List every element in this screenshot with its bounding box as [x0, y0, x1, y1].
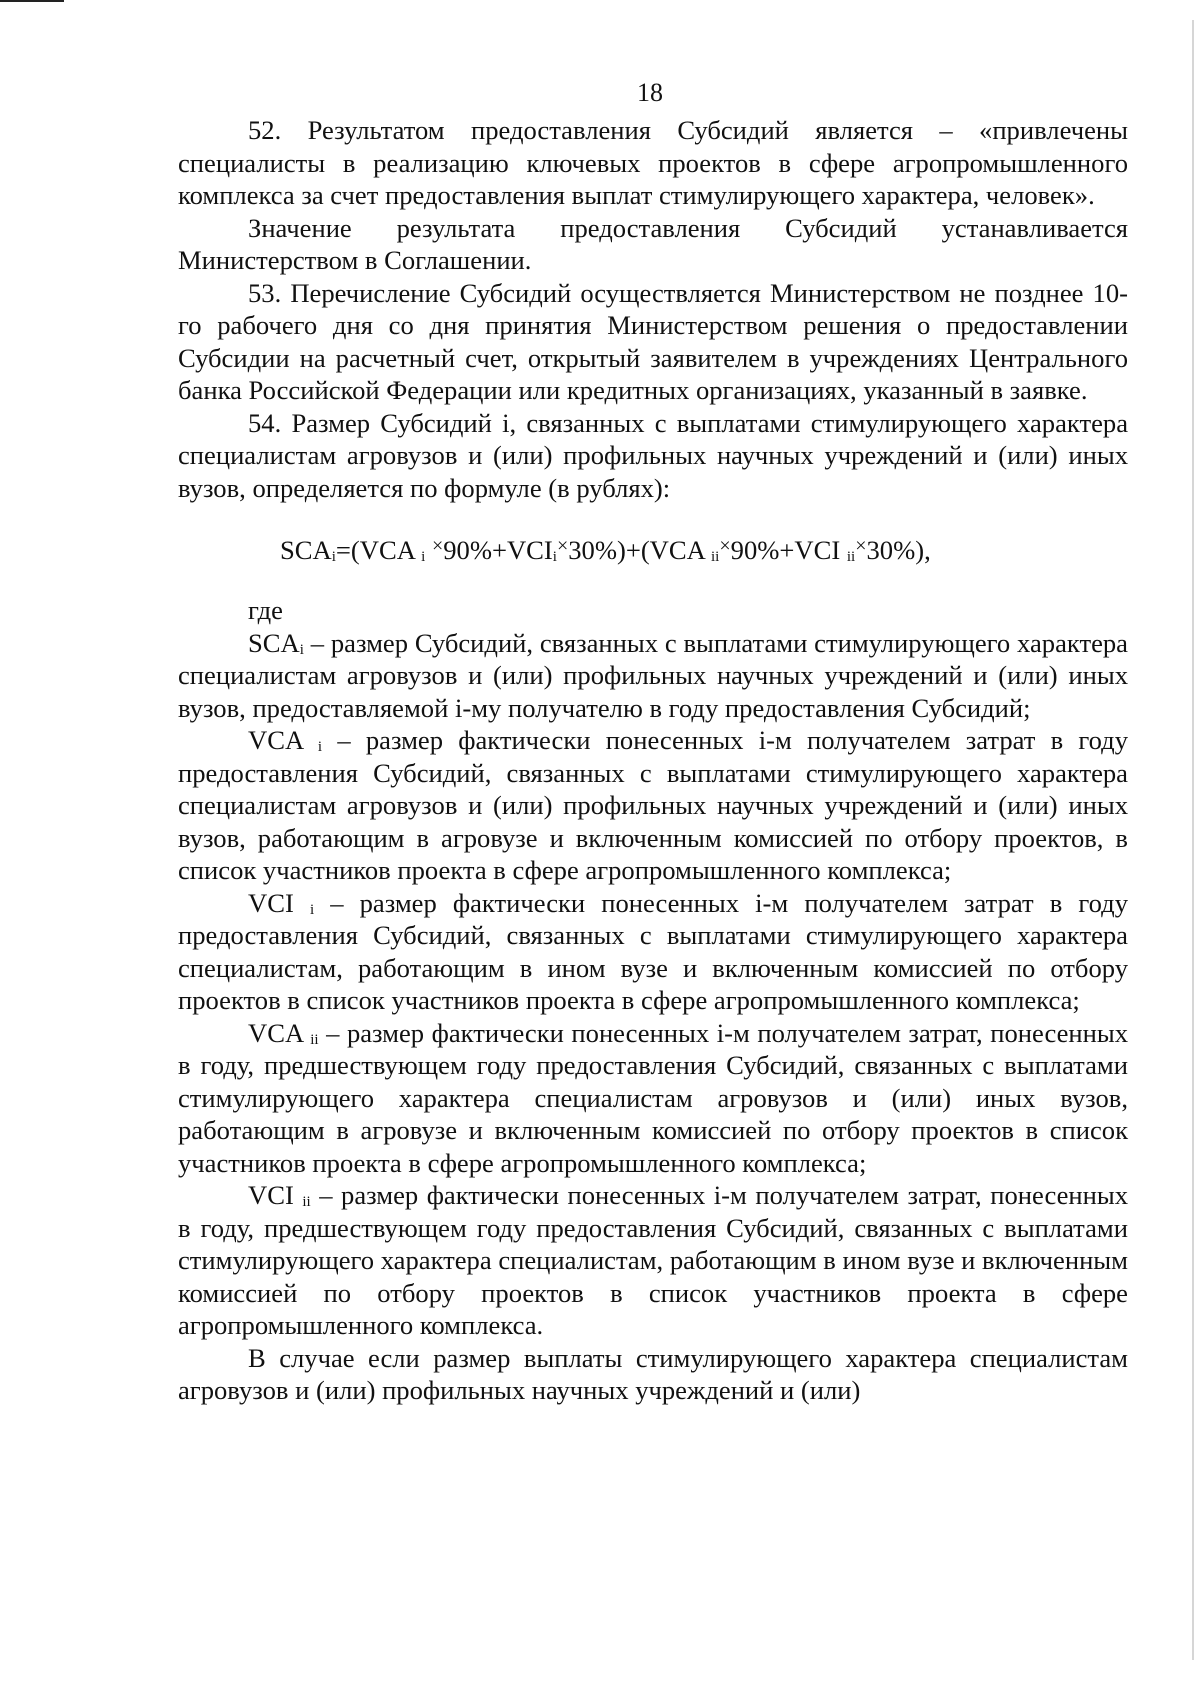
definition-subscript: ii: [310, 1031, 319, 1048]
formula-multiply-sign: ×: [855, 535, 867, 557]
definition-subscript: i: [317, 739, 323, 755]
where-label: где: [248, 595, 283, 625]
definition-text: – размер фактически понесенных i-м получателем затрат, понесенных в году, предшествующем году предоставления Субсидий, связанных с выплатами стимулирующего характера специалистам, работающим в ином вузе и включенным комиссией по отбору проектов в список участников проекта в сфере агропромышленного комплекса.: [178, 1180, 1129, 1340]
formula-multiply-sign: ×: [556, 535, 569, 557]
definition-term: VCA: [248, 725, 303, 755]
definition-term: VCI: [248, 1180, 294, 1210]
document-body: [178, 114, 1128, 1407]
formula-subscript: i: [331, 549, 336, 565]
formula-subscript: ii: [711, 549, 720, 565]
definition-sca: [178, 627, 1128, 725]
paragraph-payment-case: В случае если размер выплаты стимулирующего характера специалистам агровузов и (или) профильных научных учреждений и (или): [178, 1342, 1128, 1405]
formula-subscript: i: [421, 549, 426, 565]
formula-term-vca-ii: 30%)+(VCA: [568, 535, 705, 565]
scan-edge-mark: [0, 0, 64, 2]
formula-multiply-sign: ×: [719, 535, 731, 557]
definition-term: VCA: [248, 1017, 303, 1048]
definition-text: – размер фактически понесенных i-м получателем затрат в году предоставления Субсидий, связанных с выплатами стимулирующего характера специалистам, работающим в ином вузе и включенным комиссией по отбору проектов в список участников проекта в сфере агропромышленного комплекса;: [178, 887, 1129, 1015]
definition-text: – размер фактически понесенных i-м получателем затрат, понесенных в году, предшествующем году предоставления Субсидий, связанных с выплатами стимулирующего характера специалистам агровузов и (или) иных вузов, работающим в агровузе и включенным комиссией по отбору проектов в список участников проекта в сфере агропромышленного комплекса;: [178, 1017, 1129, 1178]
definition-vci-i: [178, 887, 1128, 1017]
scan-edge-shadow: [1192, 20, 1194, 1660]
definition-vca-i: [178, 724, 1128, 887]
formula-term-sca: SCA: [280, 535, 332, 565]
definition-text: – размер Субсидий, связанных с выплатами стимулирующего характера специалистам агровузов и (или) профильных научных учреждений и (или) иных вузов, предоставляемой i-му получателю в году предоставления Субсидий;: [178, 627, 1128, 723]
definition-subscript: i: [299, 641, 304, 658]
definition-text: – размер фактически понесенных i-м получателем затрат в году предоставления Субсидий, связанных с выплатами стимулирующего характера специалистам агровузов и (или) профильных научных учреждений и (или) иных вузов, работающим в агровузе и включенным комиссией по отбору проектов, в список участников проекта в сфере агропромышленного комплекса;: [178, 725, 1128, 885]
definition-vca-ii: [178, 1017, 1128, 1180]
formula-subscript: ii: [846, 549, 856, 565]
formula-term-vca: =(VCA: [335, 535, 415, 565]
paragraph-54: 54. Размер Субсидий i, связанных с выплатами стимулирующего характера специалистам агровузов и (или) профильных научных учреждений и (или) иных вузов, определяется по формуле (в рублях):: [178, 407, 1128, 503]
formula-term-vci-ii: 90%+VCI: [730, 535, 841, 565]
paragraph-53: 53. Перечисление Субсидий осуществляется Министерством не позднее 10-го рабочего дня со дня принятия Министерством решения о предоставлении Субсидии на расчетный счет, открытый заявителем в учреждениях Центрального банка Российской Федерации или кредитных организациях, указанный в заявке.: [178, 277, 1128, 405]
formula-term-end: 30%),: [866, 535, 931, 565]
paragraph-52: 52. Результатом предоставления Субсидий является – «привлечены специалисты в реализацию ключевых проектов в сфере агропромышленного комплекса за счет предоставления выплат стимулирующего характера, человек».: [178, 115, 1128, 210]
paragraph-52-value: Значение результата предоставления Субсидий устанавливается Министерством в Соглашении.: [178, 212, 1128, 275]
definition-term: SCA: [248, 627, 300, 658]
subsidy-formula: [178, 534, 1128, 566]
definition-term: VCI: [248, 887, 294, 918]
formula-subscript: i: [552, 549, 557, 565]
definition-subscript: i: [309, 901, 315, 918]
definition-subscript: ii: [302, 1194, 311, 1210]
definition-vci-ii: [178, 1179, 1128, 1342]
formula-term-vci: 90%+VCI: [443, 535, 553, 565]
page-number: 18: [637, 78, 663, 107]
formula-multiply-sign: ×: [431, 535, 444, 557]
